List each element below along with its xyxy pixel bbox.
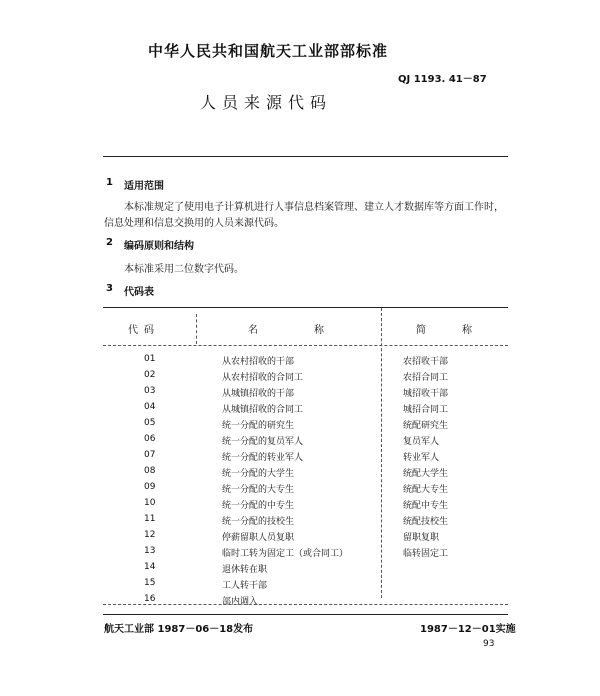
row-name: 统一分配的研究生 [222,421,295,431]
row-abbr: 农招收干部 [403,357,449,367]
row-name: 从城镇招收的合同工 [222,405,304,415]
standard-number: QJ 1193. 41－87 [398,74,487,85]
row-code: 05 [144,418,156,428]
section-2-title: 编码原则和结构 [124,241,194,252]
section-1-number: 1 [106,177,113,188]
row-name: 统一分配的中专生 [222,501,295,511]
row-abbr: 转业军人 [403,453,440,463]
section-1-text-line1: 本标准规定了使用电子计算机进行人事信息档案管理、建立人才数据库等方面工作时， [124,202,504,213]
row-name: 统一分配的转业军人 [222,453,304,463]
effective-date: 1987－12－01实施 [420,624,516,635]
row-name: 统一分配的复员军人 [222,437,304,447]
row-code: 11 [144,514,156,524]
table-header-divider-left [196,314,197,344]
issuing-authority-title: 中华人民共和国航天工业部部标准 [148,42,389,60]
row-code: 12 [144,530,156,540]
row-code: 02 [144,370,156,380]
row-code: 04 [144,402,156,412]
row-abbr: 统配研究生 [403,421,449,431]
row-code: 13 [144,546,156,556]
row-abbr: 统配大学生 [403,469,449,479]
row-abbr: 城招收干部 [403,389,449,399]
table-column-divider [381,308,382,598]
table-top-rule [103,307,508,308]
row-code: 16 [144,594,156,604]
row-code: 15 [144,578,156,588]
header-code: 代码 [128,325,160,336]
row-abbr: 统配中专生 [403,501,449,511]
row-abbr: 临转固定工 [403,549,449,559]
section-3-title: 代码表 [124,287,154,298]
row-name: 临时工转为固定工（或合同工） [222,549,349,559]
row-abbr: 复员军人 [403,437,440,447]
row-abbr: 留职复职 [403,533,440,543]
row-name: 从农村招收的干部 [222,357,295,367]
section-2-number: 2 [106,237,113,248]
header-rule [103,156,508,157]
row-abbr: 统配大专生 [403,485,449,495]
row-name: 从农村招收的合同工 [222,373,304,383]
row-name: 从城镇招收的干部 [222,389,295,399]
row-code: 14 [144,562,156,572]
row-name: 统一分配的大学生 [222,469,295,479]
section-3-number: 3 [106,283,113,294]
header-name: 名称 [248,325,380,336]
section-2-text: 本标准采用二位数字代码。 [124,264,244,275]
document-title: 人员来源代码 [200,93,333,112]
row-code: 10 [144,498,156,508]
row-code: 09 [144,482,156,492]
row-name: 部内调入 [222,597,259,607]
row-code: 03 [144,386,156,396]
issue-date: 航天工业部 1987－06－18发布 [104,624,254,635]
header-abbr: 简称 [416,325,508,336]
page-number: 93 [483,639,495,649]
table-header-rule [103,345,508,346]
row-name: 退休转在职 [222,565,268,575]
row-code: 01 [144,354,156,364]
row-abbr: 农招合同工 [403,373,449,383]
row-name: 停薪留职人员复职 [222,533,295,543]
row-code: 06 [144,434,156,444]
row-code: 07 [144,450,156,460]
row-code: 08 [144,466,156,476]
section-1-title: 适用范围 [124,181,164,192]
row-abbr: 统配技校生 [403,517,449,527]
row-name: 统一分配的大专生 [222,485,295,495]
footer-rule [103,614,508,615]
table-bottom-rule [103,604,508,605]
row-abbr: 城招合同工 [403,405,449,415]
row-name: 工人转干部 [222,581,268,591]
section-1-text-line2: 信息处理和信息交换用的人员来源代码。 [104,218,284,229]
row-name: 统一分配的技校生 [222,517,295,527]
